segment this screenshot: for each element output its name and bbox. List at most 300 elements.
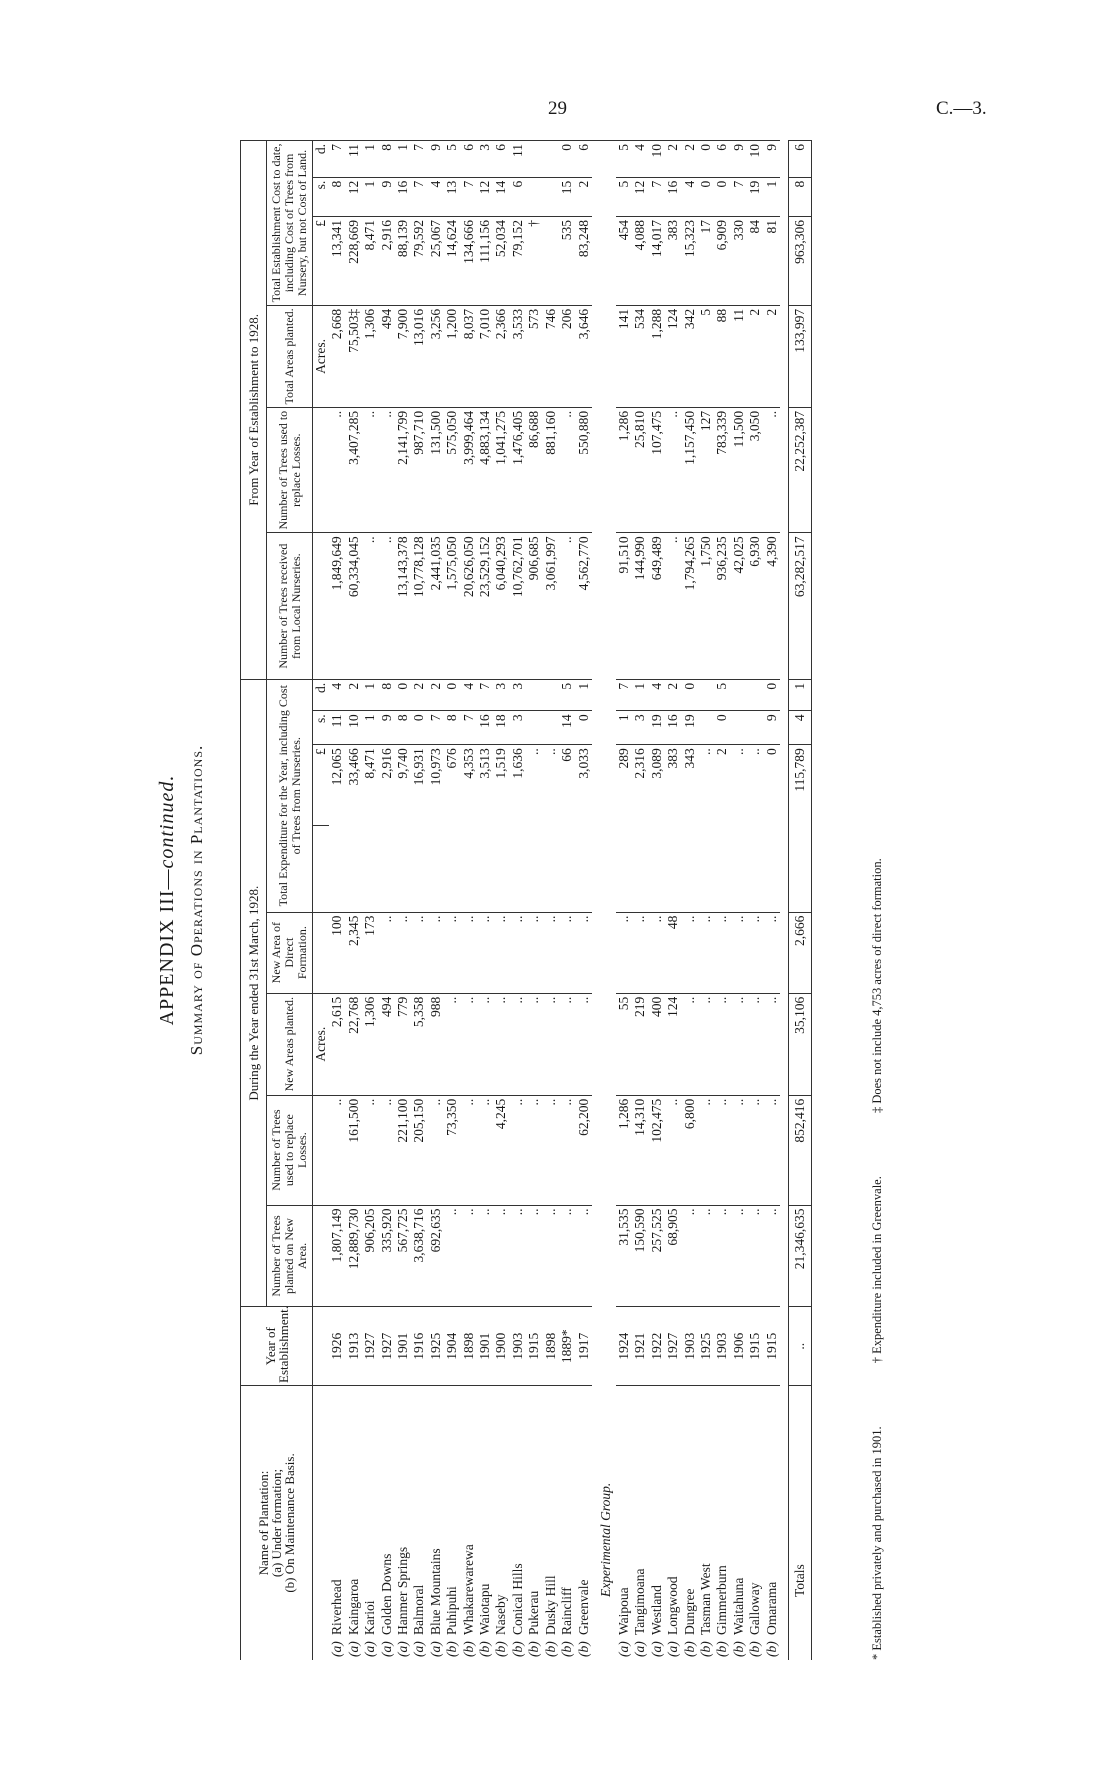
cell-loss-total: ..	[379, 407, 395, 533]
cell-loss-total: 3,050	[747, 407, 763, 533]
cell-cost-s: 7	[461, 177, 477, 216]
cell-cost-d: 7	[329, 141, 345, 178]
cell-cost-l: 15,323	[682, 217, 698, 306]
unit-total-acres: Acres.	[313, 305, 330, 407]
cell-trees-new: ..	[764, 1205, 780, 1307]
cell-exp-s	[526, 711, 542, 745]
table-row	[559, 141, 575, 1661]
header-name-line2: (a) Under formation;	[269, 1468, 284, 1578]
cell-cost-d: 0	[559, 141, 575, 178]
cell-total-area: 494	[379, 305, 395, 407]
cell-exp-l: ..	[526, 745, 542, 912]
totals-trees-loss: 852,416	[788, 1095, 811, 1205]
plantation-name-cell	[649, 1385, 665, 1660]
cell-direct: ..	[649, 912, 665, 993]
cell-new-areas: ..	[444, 993, 460, 1095]
plantation-tag: (a)	[411, 1641, 427, 1657]
cell-exp-s: 0	[714, 711, 730, 745]
cell-cost-s: 9	[379, 177, 395, 216]
cell-trees-new: ..	[444, 1205, 460, 1307]
cell-received: 20,626,050	[461, 533, 477, 679]
cell-trees-loss: ..	[665, 1095, 681, 1205]
plantation-tag: (b)	[763, 1641, 779, 1657]
cell-exp-s: 18	[493, 711, 509, 745]
year-established: 1904	[444, 1307, 460, 1385]
cell-received: 906,685	[526, 533, 542, 679]
cell-loss-total: ..	[665, 407, 681, 533]
header-new-direct: New Area of Direct Formation.	[267, 912, 313, 993]
table-row	[714, 141, 730, 1661]
cell-exp-d: 5	[559, 679, 575, 710]
cell-trees-loss: 221,100	[395, 1095, 411, 1205]
plantation-name: Golden Downs	[378, 1553, 394, 1635]
cell-trees-new: ..	[510, 1205, 526, 1307]
unit-acres: Acres.	[313, 993, 330, 1095]
cell-received: 60,334,045	[346, 533, 362, 679]
year-established: 1900	[493, 1307, 509, 1385]
cell-cost-l: 383	[665, 217, 681, 306]
cell-exp-l: ..	[698, 745, 714, 912]
plantation-tag: (b)	[444, 1641, 460, 1657]
plantations-table	[240, 140, 812, 1660]
appendix-title-main: APPENDIX III—	[156, 868, 178, 1026]
cell-trees-new: 68,905	[665, 1205, 681, 1307]
cell-new-areas: 400	[649, 993, 665, 1095]
totals-trees-new: 21,346,635	[788, 1205, 811, 1307]
plantation-name: Blue Mountains	[427, 1548, 443, 1635]
totals-total-area: 133,997	[788, 305, 811, 407]
cell-received: ..	[362, 533, 378, 679]
cell-received: 1,794,265	[682, 533, 698, 679]
year-established: 1916	[411, 1307, 427, 1385]
table-row	[346, 141, 362, 1661]
cell-cost-l: 14,017	[649, 217, 665, 306]
year-established: 1927	[379, 1307, 395, 1385]
table-row	[682, 141, 698, 1661]
cell-trees-loss: ..	[747, 1095, 763, 1205]
table-body-group-label	[592, 141, 616, 1661]
cell-trees-new: 567,725	[395, 1205, 411, 1307]
cell-exp-s: 16	[477, 711, 493, 745]
cell-received: 42,025	[731, 533, 747, 679]
table-row	[543, 141, 559, 1661]
plantation-name: Waiotapu	[477, 1583, 493, 1635]
cell-direct: 173	[362, 912, 378, 993]
cell-trees-new: ..	[461, 1205, 477, 1307]
page-header	[0, 0, 1114, 140]
year-established: 1898	[461, 1307, 477, 1385]
cell-exp-s: 1	[616, 711, 632, 745]
plantation-tag: (b)	[477, 1641, 493, 1657]
cell-new-areas: ..	[510, 993, 526, 1095]
plantation-name-cell	[477, 1385, 493, 1660]
cell-loss-total: 1,286	[616, 407, 632, 533]
cell-exp-s: 19	[649, 711, 665, 745]
cell-total-area: 7,900	[395, 305, 411, 407]
cell-direct: ..	[461, 912, 477, 993]
cell-new-areas: 988	[428, 993, 444, 1095]
cell-exp-d: 1	[362, 679, 378, 710]
plantation-name: Kaingaroa	[345, 1578, 361, 1635]
plantation-tag: (a)	[615, 1641, 631, 1657]
units-row	[313, 141, 330, 1661]
plantation-name: Omarama	[763, 1581, 779, 1635]
cell-new-areas: 5,358	[411, 993, 427, 1095]
plantation-name: Dusky Hill	[542, 1575, 558, 1635]
cell-trees-new: 906,205	[362, 1205, 378, 1307]
page-number: 29	[548, 98, 567, 119]
plantation-name-cell	[714, 1385, 730, 1660]
totals-cost-shillings: 8	[788, 177, 811, 216]
cell-exp-l: 2,316	[632, 745, 648, 912]
year-established: 1913	[346, 1307, 362, 1385]
cell-exp-s: 7	[461, 711, 477, 745]
title-block	[150, 140, 230, 1660]
cell-trees-loss: ..	[477, 1095, 493, 1205]
cell-direct: ..	[510, 912, 526, 993]
cell-exp-l: ..	[731, 745, 747, 912]
appendix-title-suffix: continued.	[156, 774, 178, 869]
header-total-cost: Total Establishment Cost to date, including Cost of Trees from Nursery, but not Cost of Land.	[267, 141, 313, 306]
cell-direct: ..	[444, 912, 460, 993]
cell-cost-s: 0	[714, 177, 730, 216]
year-established: 1922	[649, 1307, 665, 1385]
cell-cost-l: 4,088	[632, 217, 648, 306]
cell-exp-l: 3,033	[576, 745, 592, 912]
cell-trees-new: ..	[526, 1205, 542, 1307]
cell-total-area: 206	[559, 305, 575, 407]
cell-received: 1,575,050	[444, 533, 460, 679]
plantation-tag: (b)	[493, 1641, 509, 1657]
year-established: 1903	[510, 1307, 526, 1385]
cell-cost-s: 7	[411, 177, 427, 216]
cell-exp-l: 4,353	[461, 745, 477, 912]
cell-trees-loss: 62,200	[576, 1095, 592, 1205]
table-row	[329, 141, 345, 1661]
cell-exp-s: 9	[764, 711, 780, 745]
cell-exp-l: 343	[682, 745, 698, 912]
cell-total-area: 13,016	[411, 305, 427, 407]
plantation-tag: (b)	[714, 1641, 730, 1657]
totals-direct: 2,666	[788, 912, 811, 993]
cell-exp-d: 0	[444, 679, 460, 710]
cell-exp-l: 1,636	[510, 745, 526, 912]
cell-exp-d: 4	[649, 679, 665, 710]
cell-cost-l: 25,067	[428, 217, 444, 306]
cell-loss-total: ..	[362, 407, 378, 533]
cell-cost-d: 6	[461, 141, 477, 178]
year-established: 1915	[764, 1307, 780, 1385]
table-row	[616, 141, 632, 1661]
cell-trees-new: ..	[714, 1205, 730, 1307]
cell-cost-d: 8	[379, 141, 395, 178]
unit-cost-pounds: £	[313, 217, 330, 306]
cell-total-area: 3,533	[510, 305, 526, 407]
table-row	[411, 141, 427, 1661]
cell-cost-s: 7	[731, 177, 747, 216]
plantation-name-cell	[747, 1385, 763, 1660]
document-reference: C.—3.	[936, 98, 987, 119]
cell-new-areas: ..	[731, 993, 747, 1095]
cell-cost-l: †	[526, 217, 542, 306]
cell-direct: ..	[764, 912, 780, 993]
table-row	[477, 141, 493, 1661]
cell-exp-d	[747, 679, 763, 710]
cell-new-areas: 55	[616, 993, 632, 1095]
cell-direct: 100	[329, 912, 345, 993]
cell-exp-l: 3,513	[477, 745, 493, 912]
cell-cost-s: 4	[682, 177, 698, 216]
cell-direct: ..	[731, 912, 747, 993]
cell-received: ..	[379, 533, 395, 679]
year-established: 1901	[477, 1307, 493, 1385]
cell-cost-l: 83,248	[576, 217, 592, 306]
cell-exp-d: 5	[714, 679, 730, 710]
cell-loss-total: 11,500	[731, 407, 747, 533]
cell-loss-total: 1,041,275	[493, 407, 509, 533]
cell-direct: ..	[576, 912, 592, 993]
plantation-name: Raincliff	[559, 1587, 575, 1635]
cell-exp-d: 8	[379, 679, 395, 710]
plantation-name: Whakarewarewa	[460, 1544, 476, 1635]
cell-cost-s: 1	[764, 177, 780, 216]
cell-cost-d: 6	[493, 141, 509, 178]
table-body-experimental	[616, 141, 780, 1661]
header-name	[241, 1385, 313, 1660]
cell-new-areas: ..	[682, 993, 698, 1095]
cell-trees-new: ..	[576, 1205, 592, 1307]
plantation-tag: (a)	[329, 1641, 345, 1657]
plantation-name-cell	[411, 1385, 427, 1660]
cell-exp-s: 0	[411, 711, 427, 745]
cell-trees-loss: 14,310	[632, 1095, 648, 1205]
plantation-tag: (b)	[697, 1641, 713, 1657]
table-row	[698, 141, 714, 1661]
cell-total-area: 8,037	[461, 305, 477, 407]
cell-cost-s: 14	[493, 177, 509, 216]
cell-cost-d: 9	[428, 141, 444, 178]
cell-exp-s	[543, 711, 559, 745]
cell-cost-l: 88,139	[395, 217, 411, 306]
cell-exp-d	[698, 679, 714, 710]
cell-new-areas: ..	[764, 993, 780, 1095]
cell-exp-l: 8,471	[362, 745, 378, 912]
cell-total-area: 573	[526, 305, 542, 407]
cell-loss-total: ..	[329, 407, 345, 533]
plantation-tag: (b)	[575, 1641, 591, 1657]
cell-loss-total: 3,407,285	[346, 407, 362, 533]
cell-new-areas: 2,615	[329, 993, 345, 1095]
cell-cost-d: 6	[576, 141, 592, 178]
header-trees-received: Number of Trees received from Local Nurseries.	[267, 533, 313, 679]
cell-exp-s: 3	[632, 711, 648, 745]
cell-trees-new: 335,920	[379, 1205, 395, 1307]
cell-cost-s: 16	[395, 177, 411, 216]
cell-cost-l: 13,341	[329, 217, 345, 306]
table-row	[510, 141, 526, 1661]
header-trees-losses-total: Number of Trees used to replace Losses.	[267, 407, 313, 533]
plantation-name-cell	[616, 1385, 632, 1660]
cell-exp-l: 9,740	[395, 745, 411, 912]
cell-direct: ..	[493, 912, 509, 993]
cell-direct: 48	[665, 912, 681, 993]
cell-exp-d: 0	[682, 679, 698, 710]
cell-cost-l	[543, 217, 559, 306]
cell-total-area: 2	[764, 305, 780, 407]
cell-exp-l: 66	[559, 745, 575, 912]
year-established: 1925	[428, 1307, 444, 1385]
cell-loss-total: 1,476,405	[510, 407, 526, 533]
unit-cost-pence: d.	[313, 141, 330, 178]
cell-trees-loss: ..	[428, 1095, 444, 1205]
unit-pence: d.	[313, 679, 330, 710]
cell-total-area: 2	[747, 305, 763, 407]
cell-received: 6,930	[747, 533, 763, 679]
cell-direct: ..	[379, 912, 395, 993]
plantation-tag: (a)	[378, 1641, 394, 1657]
cell-cost-l: 2,916	[379, 217, 395, 306]
cell-direct: ..	[543, 912, 559, 993]
cell-exp-l: 289	[616, 745, 632, 912]
cell-cost-d: 11	[510, 141, 526, 178]
cell-new-areas: 124	[665, 993, 681, 1095]
year-established: 1915	[526, 1307, 542, 1385]
plantation-tag: (b)	[730, 1641, 746, 1657]
group-label-row	[592, 141, 616, 1661]
header-during-year: During the Year ended 31st March, 1928.	[241, 679, 267, 1307]
table-row	[379, 141, 395, 1661]
cell-loss-total: 783,339	[714, 407, 730, 533]
cell-direct: ..	[747, 912, 763, 993]
cell-cost-l: 52,034	[493, 217, 509, 306]
appendix-title	[156, 140, 179, 1660]
totals-loss-total: 22,252,387	[788, 407, 811, 533]
cell-total-area: 11	[731, 305, 747, 407]
cell-total-area: 534	[632, 305, 648, 407]
totals-exp-pence: 1	[788, 679, 811, 710]
cell-trees-loss: 6,800	[682, 1095, 698, 1205]
plantation-name: Dungree	[681, 1588, 697, 1635]
cell-cost-l: 84	[747, 217, 763, 306]
footnote-star: * Established privately and purchased in 1901.	[870, 1426, 884, 1660]
cell-total-area: 141	[616, 305, 632, 407]
cell-cost-d: 4	[632, 141, 648, 178]
cell-trees-loss: ..	[461, 1095, 477, 1205]
cell-exp-d: 1	[576, 679, 592, 710]
cell-exp-s: 3	[510, 711, 526, 745]
plantation-name: Pukerau	[526, 1590, 542, 1635]
plantation-name-cell	[576, 1385, 592, 1660]
totals-exp-pounds: 115,789	[788, 745, 811, 912]
plantation-name: Puhipuhi	[444, 1586, 460, 1635]
cell-cost-s: 12	[346, 177, 362, 216]
cell-exp-l: 10,973	[428, 745, 444, 912]
cell-new-areas: ..	[698, 993, 714, 1095]
header-new-areas: New Areas planted.	[267, 993, 313, 1095]
footnote-dagger: † Expenditure included in Greenvale.	[870, 1176, 884, 1364]
cell-trees-new: ..	[698, 1205, 714, 1307]
cell-exp-s: 14	[559, 711, 575, 745]
cell-trees-loss: ..	[510, 1095, 526, 1205]
header-name-line1: Name of Plantation:	[256, 1470, 271, 1576]
cell-trees-new: ..	[543, 1205, 559, 1307]
cell-cost-l: 14,624	[444, 217, 460, 306]
cell-received: 3,061,997	[543, 533, 559, 679]
cell-cost-l: 79,592	[411, 217, 427, 306]
cell-trees-loss: ..	[698, 1095, 714, 1205]
cell-trees-loss: 4,245	[493, 1095, 509, 1205]
cell-exp-l: 383	[665, 745, 681, 912]
table-row	[493, 141, 509, 1661]
year-established: 1924	[616, 1307, 632, 1385]
plantation-name-cell	[543, 1385, 559, 1660]
totals-received: 63,282,517	[788, 533, 811, 679]
totals-cost-pounds: 963,306	[788, 217, 811, 306]
cell-trees-loss: ..	[714, 1095, 730, 1205]
header-name-line3: (b) On Maintenance Basis.	[282, 1453, 297, 1593]
cell-exp-l: 676	[444, 745, 460, 912]
plantation-name-cell	[329, 1385, 345, 1660]
cell-new-areas: ..	[493, 993, 509, 1095]
cell-direct: ..	[632, 912, 648, 993]
cell-cost-s: 7	[649, 177, 665, 216]
cell-exp-s: 8	[444, 711, 460, 745]
cell-exp-l: ..	[747, 745, 763, 912]
cell-cost-s: 19	[747, 177, 763, 216]
plantation-name: Tangimoana	[632, 1568, 648, 1635]
cell-trees-new: 150,590	[632, 1205, 648, 1307]
cell-received: 10,762,701	[510, 533, 526, 679]
totals-label: Totals	[788, 1385, 811, 1660]
cell-exp-d: 3	[493, 679, 509, 710]
cell-exp-s: 16	[665, 711, 681, 745]
cell-exp-s: 11	[329, 711, 345, 745]
plantation-name-cell	[698, 1385, 714, 1660]
cell-trees-loss: ..	[543, 1095, 559, 1205]
cell-trees-loss: ..	[559, 1095, 575, 1205]
cell-new-areas: ..	[714, 993, 730, 1095]
plantation-name-cell	[444, 1385, 460, 1660]
cell-trees-new: 31,535	[616, 1205, 632, 1307]
cell-cost-l: 17	[698, 217, 714, 306]
plantation-name-cell	[665, 1385, 681, 1660]
plantation-name-cell	[461, 1385, 477, 1660]
cell-new-areas: 1,306	[362, 993, 378, 1095]
cell-cost-d: 9	[764, 141, 780, 178]
cell-cost-d: 5	[444, 141, 460, 178]
year-established: 1901	[395, 1307, 411, 1385]
cell-received: 144,990	[632, 533, 648, 679]
cell-received: 1,849,649	[329, 533, 345, 679]
year-established: 1903	[714, 1307, 730, 1385]
plantation-name: Westland	[648, 1585, 664, 1635]
cell-trees-loss: 205,150	[411, 1095, 427, 1205]
year-established: 1925	[698, 1307, 714, 1385]
cell-direct: 2,345	[346, 912, 362, 993]
cell-cost-l: 454	[616, 217, 632, 306]
cell-new-areas: ..	[543, 993, 559, 1095]
header-total-areas: Total Areas planted.	[267, 305, 313, 407]
cell-cost-s: 4	[428, 177, 444, 216]
cell-exp-l: 0	[764, 745, 780, 912]
plantation-name: Waipoua	[615, 1587, 631, 1635]
cell-exp-d: 4	[461, 679, 477, 710]
table-row	[764, 141, 780, 1661]
cell-trees-loss: 161,500	[346, 1095, 362, 1205]
header-group-row	[241, 141, 267, 1661]
cell-cost-l: 8,471	[362, 217, 378, 306]
cell-cost-l: 111,156	[477, 217, 493, 306]
